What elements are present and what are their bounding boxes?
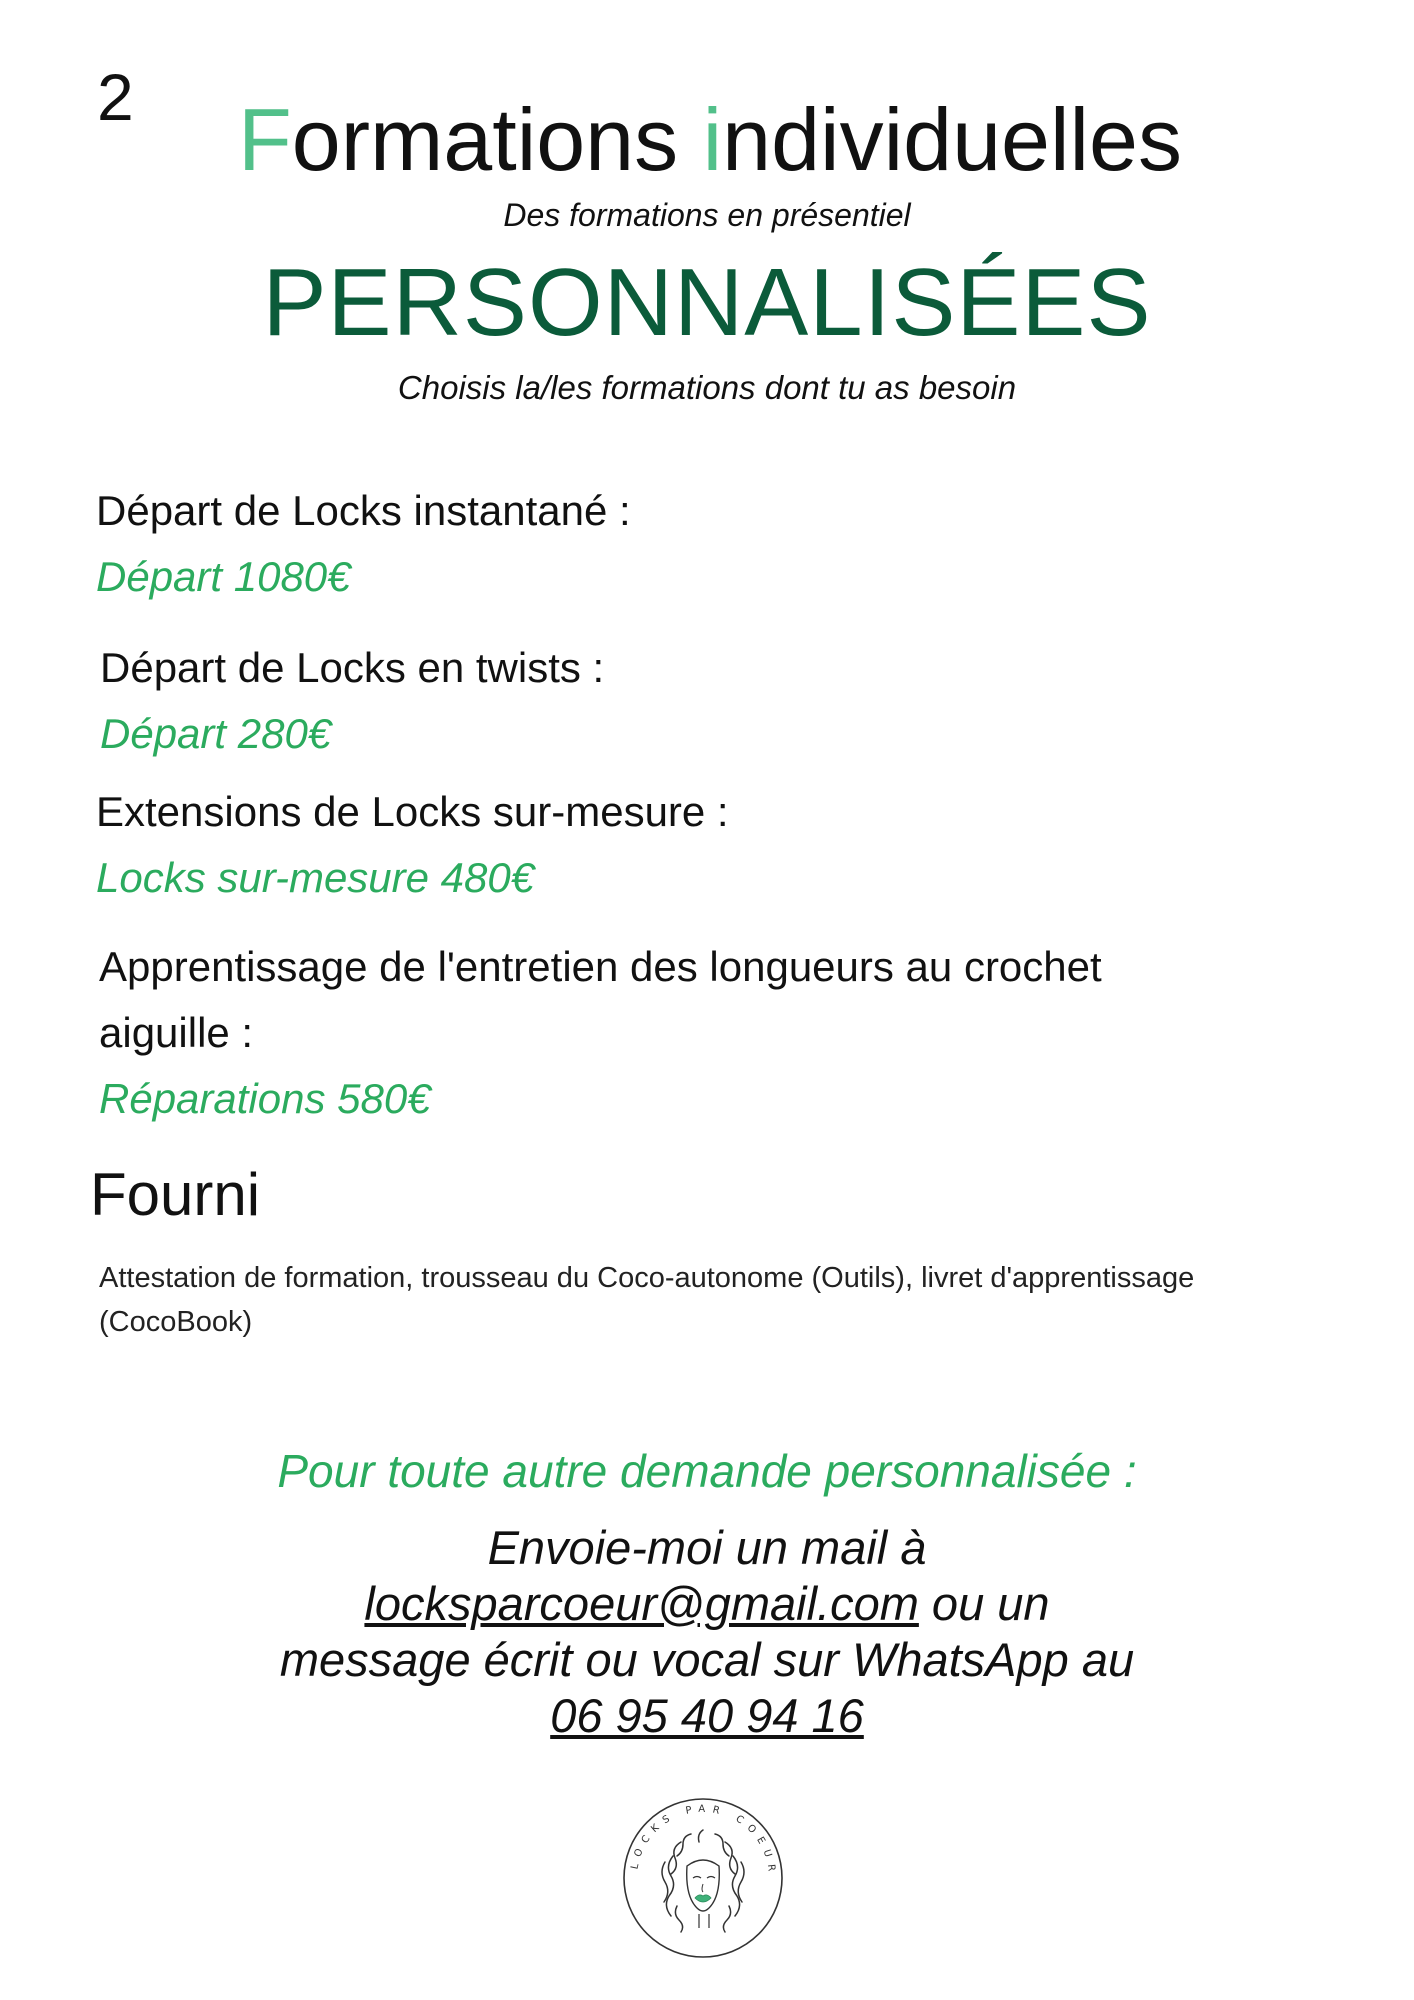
- contact-line-whatsapp: message écrit ou vocal sur WhatsApp au: [279, 1633, 1135, 1686]
- contact-lead: Pour toute autre demande personnalisée :: [277, 1445, 1137, 1497]
- subtitle-choose: Choisis la/les formations dont tu as besoin: [397, 369, 1017, 406]
- email-suffix: ou un: [918, 1577, 1050, 1630]
- provided-text: Attestation de formation, trousseau du Coco-autonome (Outils), livret d'apprentissage (CocoBook): [99, 1262, 1195, 1338]
- course-price-instant: Départ 1080€: [96, 553, 351, 600]
- course-name-twists: Départ de Locks en twists :: [100, 644, 605, 691]
- course-name-maintenance-line-2: aiguille :: [99, 1009, 254, 1056]
- title-accent-letter: i: [702, 90, 723, 189]
- brand-logo: [621, 1796, 785, 1960]
- course-price-extensions: Locks sur-mesure 480€: [96, 854, 535, 901]
- contact-line-mail: Envoie-moi un mail à: [487, 1521, 927, 1574]
- course-name-extensions: Extensions de Locks sur-mesure :: [96, 788, 729, 835]
- email-link[interactable]: locksparcoeur@gmail.com: [364, 1577, 919, 1630]
- page-title: [0, 92, 1414, 189]
- contact-line-phone: [0, 1688, 1414, 1744]
- title-first-letter: F: [237, 90, 292, 189]
- provided-heading: Fourni: [90, 1161, 261, 1228]
- course-price-twists: Départ 280€: [100, 710, 332, 757]
- logo-ring-text: LOCKS PAR COEUR: [629, 1803, 778, 1879]
- headline-personalized: PERSONNALISÉES: [262, 249, 1152, 356]
- course-name-instant: Départ de Locks instantané :: [96, 487, 631, 534]
- course-price-maintenance: Réparations 580€: [99, 1075, 431, 1122]
- title-part-2: ndividuelles: [722, 90, 1182, 189]
- title-part-1: ormations: [291, 90, 703, 189]
- subtitle-in-person: Des formations en présentiel: [503, 197, 911, 233]
- contact-line-email: [0, 1576, 1414, 1632]
- phone-link[interactable]: 06 95 40 94 16: [550, 1689, 864, 1742]
- course-name-maintenance-line-1: Apprentissage de l'entretien des longueurs au crochet: [99, 943, 1102, 990]
- page-number: 2: [97, 60, 134, 134]
